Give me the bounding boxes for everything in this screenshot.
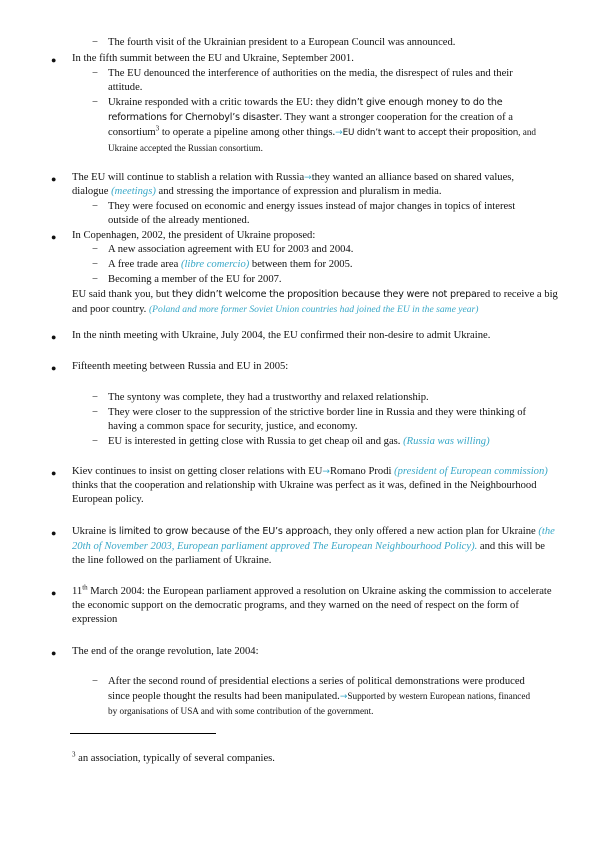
bullet-marker: ● [51,174,57,184]
dash-marker: − [92,97,98,108]
sub-item: They were closer to the suppression of the strictive border line in Russia and they were thinking of having a common space for security, justice, and economy. [108,407,527,432]
arrow-icon: → [322,467,330,477]
arrow-icon: → [339,692,348,702]
dash-marker: − [92,407,98,418]
sub-item: After the second round of presidential elections a series of political demonstrations were produced since people thought the results had been manipulated.→Supported by western European nations, financed by organisations of USA and with some contribution of the government. [108,676,531,716]
sub-item: Ukraine responded with a critic towards the EU: they didn’t give enough money to do the reformations for Chernobyl’s disaster. They want a stronger cooperation for the creation of a consortium$^3$ to operate a pipeline among other things.→EU didn’t want to accept their proposition, and Ukraine accepted the Russian consortium. [108,97,537,154]
bullet-marker: ● [51,363,57,373]
bullet-item: Ukraine is limited to grow because of the EU’s approach, they only offered a new action plan for Ukraine (the 20th of November 2003, European parliament approved The European Neighbourhood Policy). and this will be the line followed on the parliament of Ukraine. [72,526,555,567]
sub-item: Becoming a member of the EU for 2007. [108,274,282,285]
sub-item: The EU denounced the interference of authorities on the media, the disrespect of rules and their attitude. [108,68,513,93]
bullet-marker: ● [51,232,57,242]
dash-marker: − [92,274,98,285]
arrow-icon: → [304,173,312,183]
bullet-marker: ● [51,588,57,598]
bullet-item: The EU will continue to stablish a relation with Russia→they wanted an alliance based on shared values, dialogue (meetings) and stressing the importance of expression and pluralism in media. [72,172,515,197]
bullet-item: In Copenhagen, 2002, the president of Ukraine proposed: [72,230,316,241]
bullet-marker: ● [51,332,57,342]
sub-item: EU is interested in getting close with Russia to get cheap oil and gas. (Russia was willing) [108,436,490,447]
bullet-marker: ● [51,468,57,478]
bullet-item: 11th March 2004: the European parliament approved a resolution on Ukraine asking the commission to accelerate the economic support on the democratic programs, and they warned on the need of respect on the form of expression [72,583,552,625]
dash-marker: − [92,37,98,48]
dash-marker: − [92,68,98,79]
dash-marker: − [92,201,98,212]
dash-marker: − [92,259,98,270]
sub-item: A free trade area (libre comercio) between them for 2005. [108,259,353,270]
bullet-item: Kiev continues to insist on getting closer relations with EU→Romano Prodi (president of European commission) thinks that the cooperation and relationship with Ukraine was perfect as it was, defined in the Neighbourhood European policy. [72,466,548,505]
bullet-item: In the ninth meeting with Ukraine, July 2004, the EU confirmed their non-desire to admit Ukraine. [72,330,491,341]
bullet-item: The end of the orange revolution, late 2004: [72,646,259,657]
bullet-marker: ● [51,55,57,65]
dash-marker: − [92,436,98,447]
dash-marker: − [92,244,98,255]
sub-item: The fourth visit of the Ukrainian president to a European Council was announced. [108,37,456,48]
arrow-icon: → [335,128,343,139]
footnote: $^3$ an association, typically of several companies. [72,750,275,764]
dash-marker: − [92,676,98,687]
sub-item: The syntony was complete, they had a trustworthy and relaxed relationship. [108,392,429,403]
sub-item: A new association agreement with EU for 2003 and 2004. [108,244,354,255]
bullet-item: Fifteenth meeting between Russia and EU in 2005: [72,361,289,372]
dash-marker: − [92,392,98,403]
paragraph: EU said thank you, but they didn’t welcome the proposition because they were not prepared to receive a big and poor country. (Poland and more former Soviet Union countries had joined the EU in the same year) [72,289,558,315]
bullet-item: In the fifth summit between the EU and Ukraine, September 2001. [72,53,354,64]
sub-item: They were focused on economic and energy issues instead of major changes in topics of interest outside of the already mentioned. [108,201,516,226]
bullet-marker: ● [51,528,57,538]
bullet-marker: ● [51,648,57,658]
footnote-separator [70,733,216,734]
